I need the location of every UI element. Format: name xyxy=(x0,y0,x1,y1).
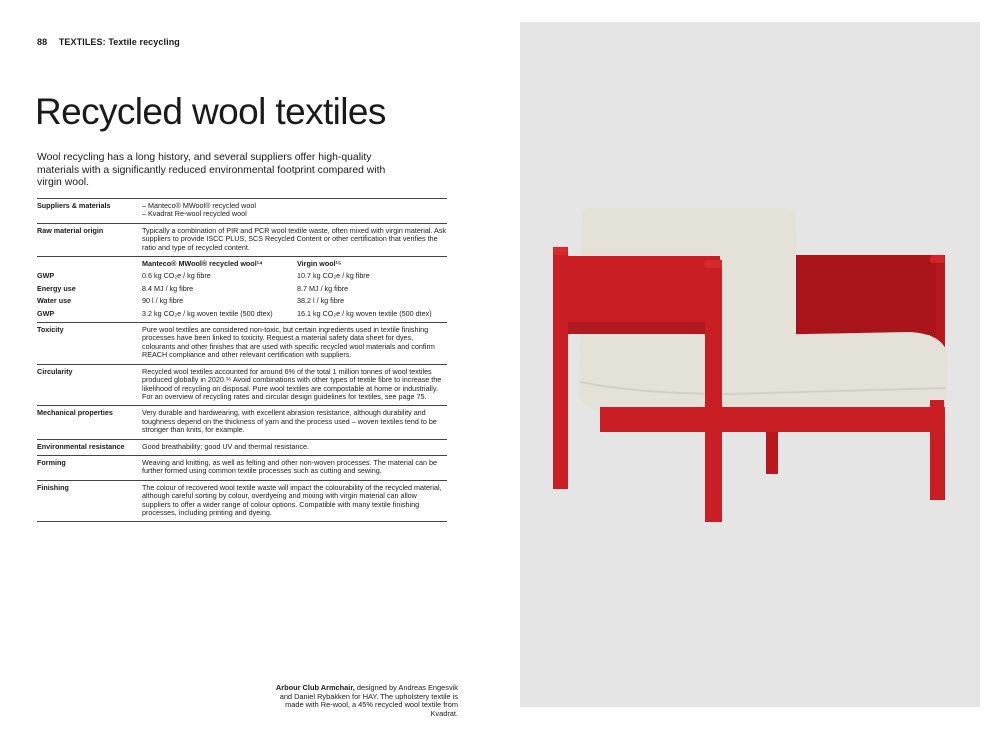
comparison-col-1: Manteco® MWool® recycled wool¹⁴ xyxy=(142,259,263,269)
cell: 8.4 MJ / kg fibre xyxy=(142,283,194,293)
table-row xyxy=(37,364,447,406)
row-label: Environmental resistance xyxy=(37,439,142,455)
cell: 3.2 kg CO₂e / kg woven textile (500 dtex) xyxy=(142,308,273,318)
front-right-leg xyxy=(705,260,722,522)
section-title: TEXTILES: Textile recycling xyxy=(58,37,180,47)
caption-title: Arbour Club Armchair, xyxy=(275,683,355,692)
row-label: Energy use xyxy=(37,283,76,293)
row-value: Very durable and hardwearing, with excellent abrasion resistance, although durability and toughness depend on the thickness of yarn and the process used – woven textiles tend to be stronger than knits, for example. xyxy=(142,406,447,439)
page-title: Recycled wool textiles xyxy=(35,91,386,132)
cell: 38.2 l / kg fibre xyxy=(297,296,345,306)
row-label: Circularity xyxy=(37,364,142,406)
list-item: – Manteco® MWool® recycled wool xyxy=(142,201,256,210)
row-value: The colour of recovered wool textile waste will impact the colourability of the recycled material, although careful sorting by colour, overdyeing and mixing with virgin material can allow suppliers to offer a wider range of colour options. Compatible with many textile finishing processes, including printing and dyeing. xyxy=(142,480,447,522)
row-value: Good breathability; good UV and thermal resistance. xyxy=(142,439,447,455)
seat-cushion xyxy=(578,332,948,420)
photo-caption xyxy=(262,684,458,719)
running-header xyxy=(37,37,180,47)
row-value: Recycled wool textiles accounted for around 6% of the total 1 million tonnes of wool textiles produced globally in 2020.¹⁶ Avoid combinations with other types of textile fibre to increase the likelihood of recycling on disposal. Pure wool textiles are compostable at home or industrially. For an overview of recycling rates and circular design guidelines for textiles, see page 75. xyxy=(142,364,447,406)
seat-front-rail xyxy=(600,407,945,432)
cell: 16.1 kg CO₂e / kg woven textile (500 dtex) xyxy=(297,308,432,318)
row-label: GWP xyxy=(37,308,55,318)
row-value xyxy=(142,199,447,224)
row-value: Pure wool textiles are considered non-toxic, but certain ingredients used in textile finishing processes have been linked to toxicity. Request a material safety data sheet for dyes, colourants and other finishes that are used with specific recycled wool materials and confirm REACH compliance and other relevant certification with suppliers. xyxy=(142,323,447,365)
row-label: Mechanical properties xyxy=(37,406,142,439)
row-value: Typically a combination of PIR and PCR wool textile waste, often mixed with virgin material. Ask suppliers to provide ISCC PLUS, SCS Recycled Content or other certification that verifies the ratio and type of recycled content. xyxy=(142,223,447,256)
page-number: 88 xyxy=(37,37,48,47)
cell: 90 l / kg fibre xyxy=(142,296,184,306)
row-label: Raw material origin xyxy=(37,223,142,256)
list-item: – Kvadrat Re-wool recycled wool xyxy=(142,209,247,219)
table-row xyxy=(37,406,447,439)
comparison-row xyxy=(37,272,447,284)
table-row xyxy=(37,455,447,480)
armchair-illustration xyxy=(520,22,980,707)
table-row xyxy=(37,323,447,365)
table-row xyxy=(37,223,447,256)
row-label: GWP xyxy=(37,271,55,281)
comparison-row xyxy=(37,297,447,309)
product-photo xyxy=(520,22,980,707)
right-arm-panel xyxy=(796,255,936,335)
rear-right-leg xyxy=(930,400,944,500)
spec-table xyxy=(37,198,447,522)
front-left-leg xyxy=(553,247,568,489)
comparison-row xyxy=(37,310,447,323)
caption-text: designed by Andreas Engesvik and Daniel Rybakken for HAY. The upholstery textile is made with Re-wool, a 45% recycled wool textile from Kvadrat. xyxy=(279,683,458,719)
intro-paragraph: Wool recycling has a long history, and several suppliers offer high-quality materials with a significantly reduced environmental footprint compared with virgin wool. xyxy=(37,152,386,188)
comparison-row xyxy=(37,285,447,297)
table-row xyxy=(37,199,447,224)
cell: 10.7 kg CO₂e / kg fibre xyxy=(297,271,370,281)
table-row xyxy=(37,439,447,455)
row-label: Toxicity xyxy=(37,323,142,365)
cell: 0.6 kg CO₂e / kg fibre xyxy=(142,271,211,281)
comparison-header-row xyxy=(37,257,447,273)
row-label: Water use xyxy=(37,296,72,306)
cell: 8.7 MJ / kg fibre xyxy=(297,283,349,293)
comparison-col-2: Virgin wool¹⁵ xyxy=(297,259,342,269)
table-row xyxy=(37,480,447,522)
row-label: Finishing xyxy=(37,480,142,522)
row-label: Suppliers & materials xyxy=(37,199,142,224)
row-label: Forming xyxy=(37,455,142,480)
row-value: Weaving and knitting, as well as felting and other non-woven processes. The material can be further formed using common textile processes such as cutting and sewing. xyxy=(142,455,447,480)
